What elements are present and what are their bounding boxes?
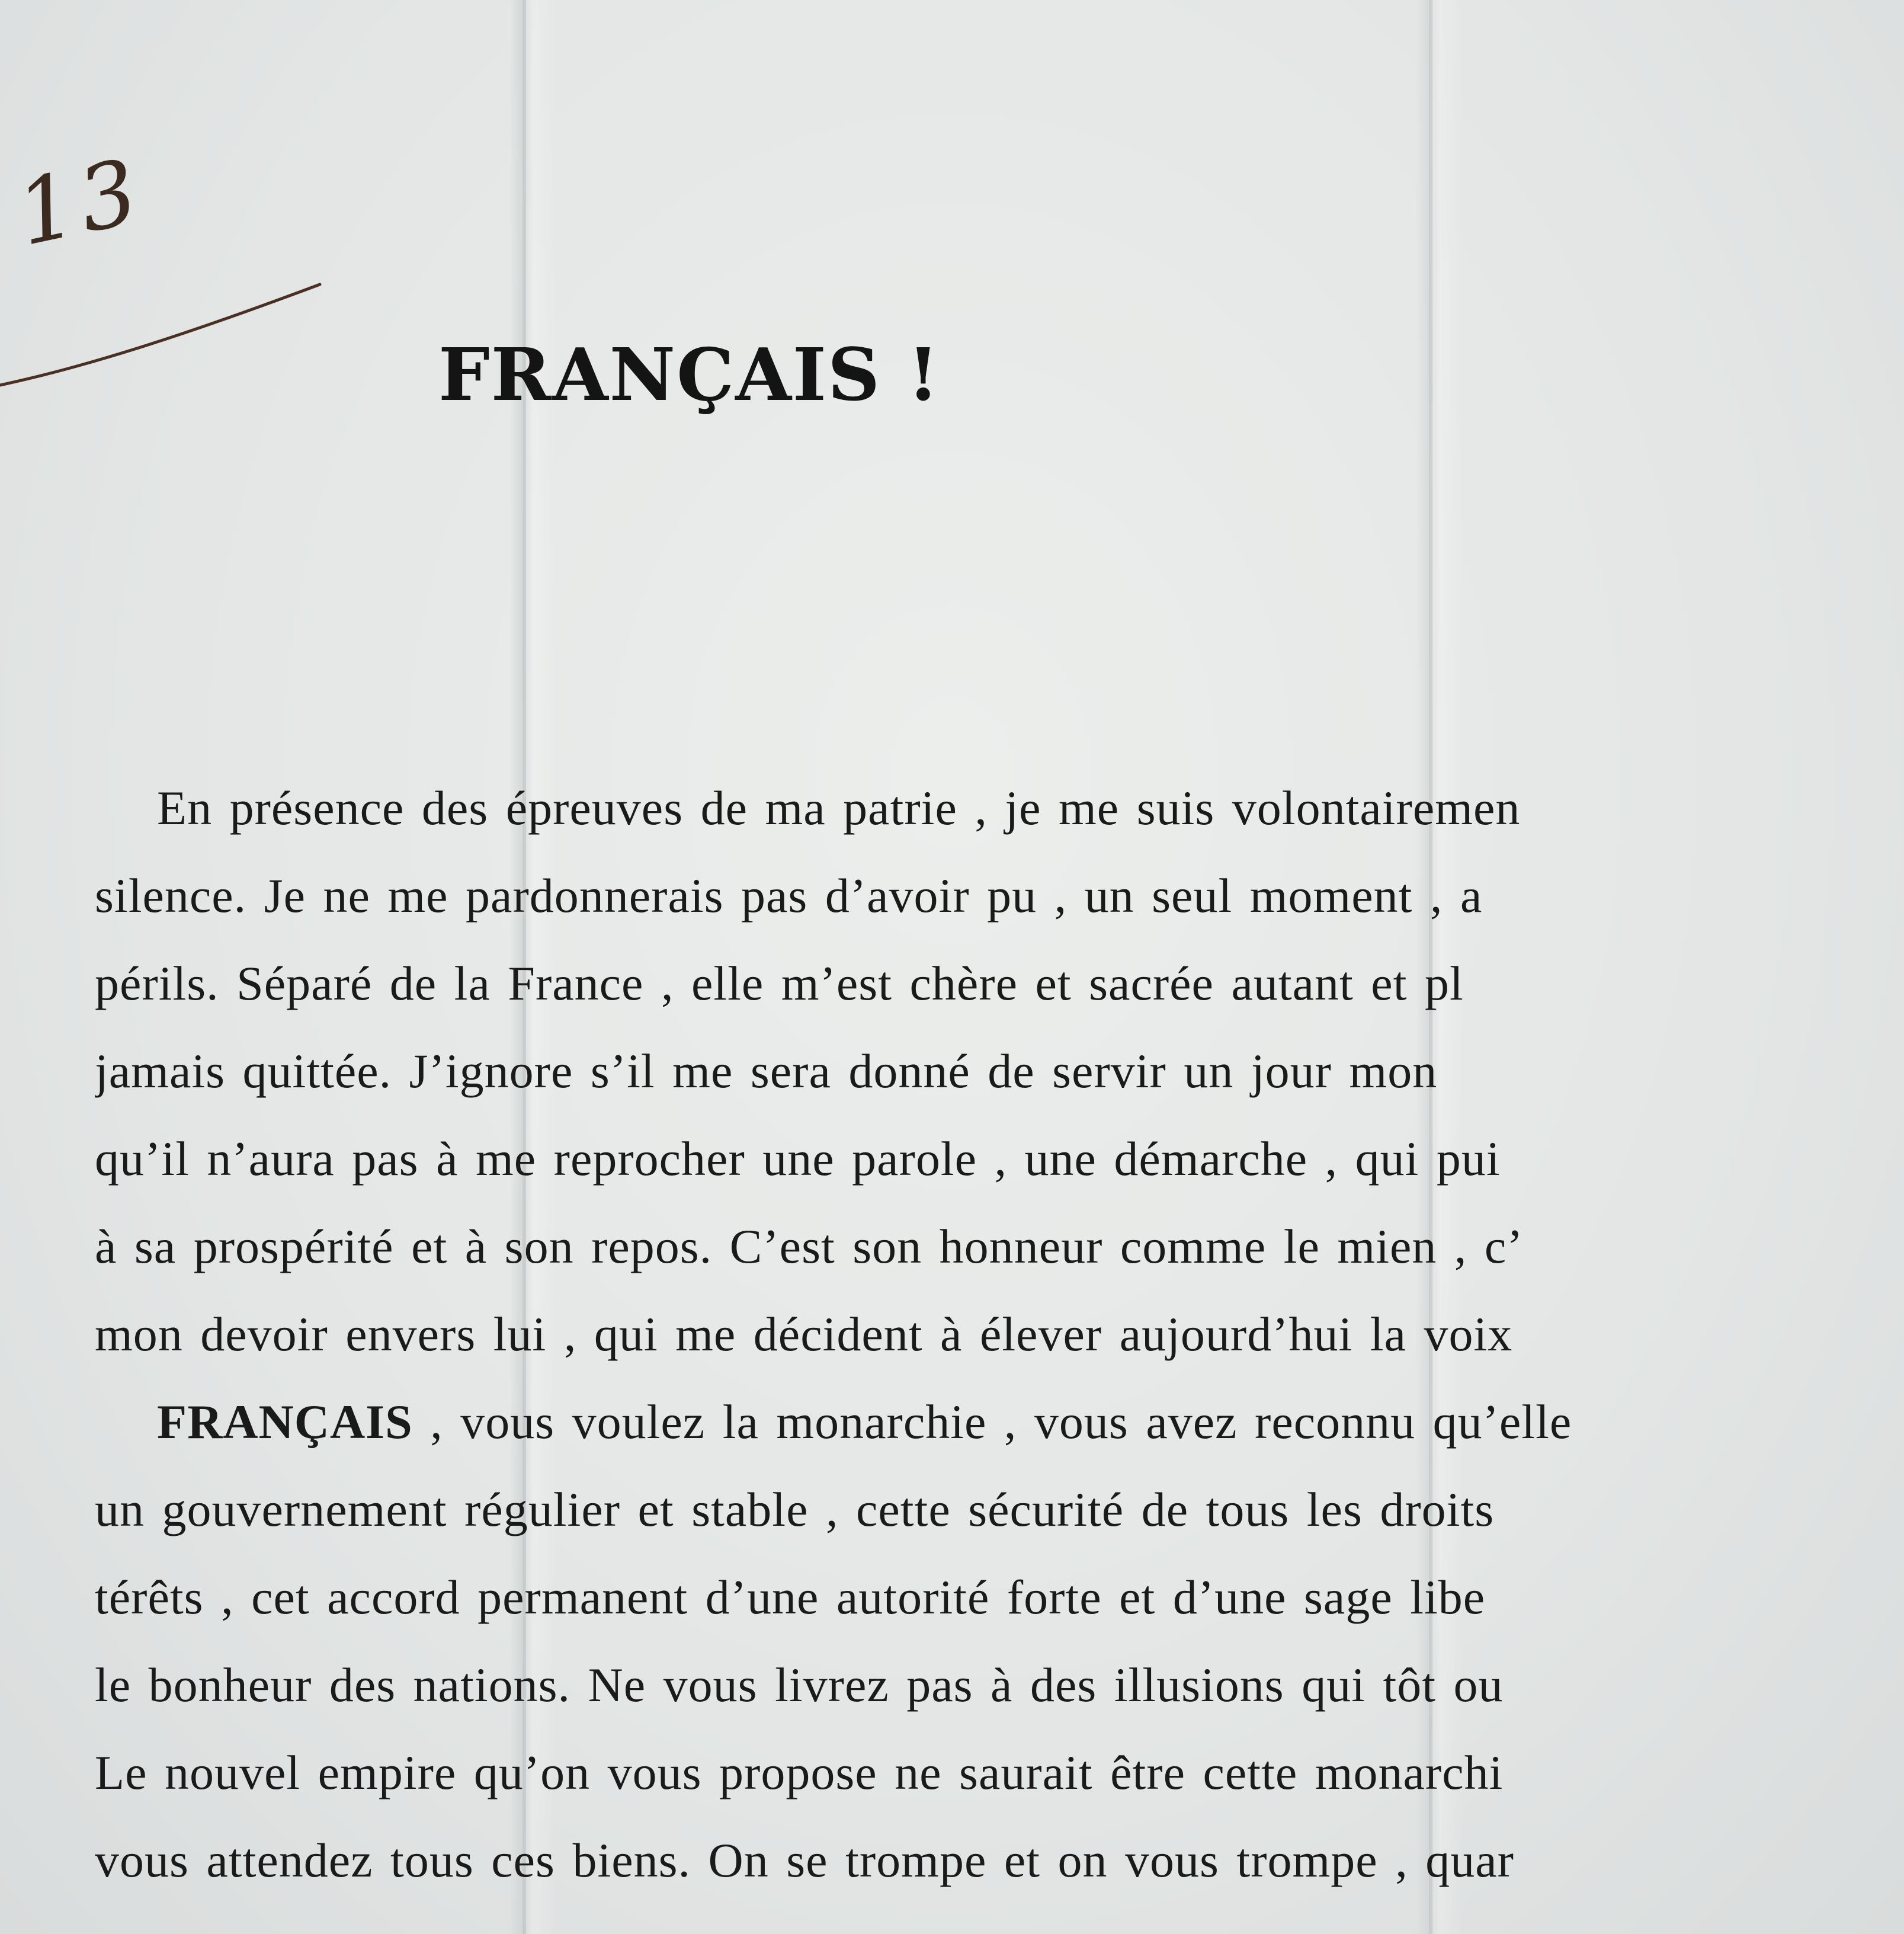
text-line: silence. Je ne me pardonnerais pas d’avoir pu , un seul moment , a <box>95 869 1483 923</box>
handwritten-stroke <box>0 278 332 397</box>
text-line: Le nouvel empire qu’on vous propose ne saurait être cette monarchi <box>95 1746 1504 1799</box>
text-line: un gouvernement régulier et stable , cette sécurité de tous les droits <box>95 1482 1495 1536</box>
text-line: térêts , cet accord permanent d’une autorité forte et d’une sage libe <box>95 1570 1486 1624</box>
text-line: qu’il n’aura pas à me reprocher une parole , une démarche , qui pui <box>95 1132 1501 1186</box>
paragraph-lead: FRANÇAIS <box>157 1395 413 1449</box>
handwritten-number: 13 <box>8 139 152 267</box>
text-line <box>95 1378 1904 1466</box>
text-line: jamais quittée. J’ignore s’il me sera donné de servir un jour mon <box>95 1044 1438 1098</box>
text-line: En présence des épreuves de ma patrie , je me suis volontairemen <box>157 781 1521 835</box>
text-span: , vous voulez la monarchie , vous avez reconnu qu’elle <box>412 1395 1572 1449</box>
body-text <box>95 764 1904 1934</box>
page-title: FRANÇAIS ! <box>438 332 941 417</box>
text-line: mon devoir envers lui , qui me décident à élever aujourd’hui la voix <box>95 1307 1513 1361</box>
text-line: le bonheur des nations. Ne vous livrez pas à des illusions qui tôt ou <box>95 1658 1504 1712</box>
text-line: vous attendez tous ces biens. On se trompe et on vous trompe , quar <box>95 1833 1514 1887</box>
text-line: à sa prospérité et à son repos. C’est son honneur comme le mien , c’ <box>95 1219 1524 1273</box>
text-line: périls. Séparé de la France , elle m’est chère et sacrée autant et pl <box>95 956 1464 1010</box>
